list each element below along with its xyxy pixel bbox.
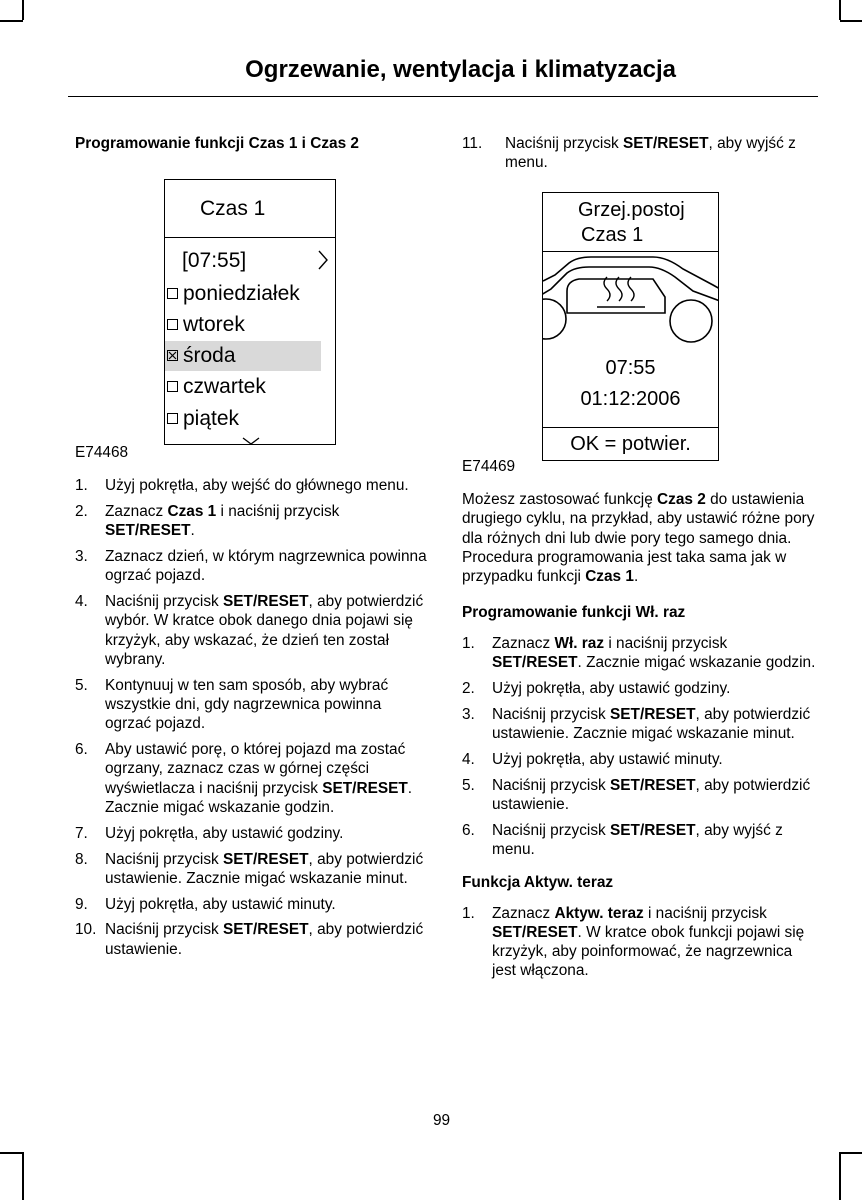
text: Naciśnij przycisk [492, 776, 611, 794]
bold-text: Czas 1 [167, 502, 217, 520]
checkbox-icon [167, 381, 178, 392]
step-number: 1. [75, 477, 88, 494]
text: , aby potwierdzić ustawienie. [492, 776, 811, 813]
step-text [105, 477, 409, 494]
day-row [165, 279, 336, 309]
step-text [492, 777, 810, 813]
list-item [75, 850, 430, 889]
list-item [75, 824, 430, 843]
page-number: 99 [433, 1112, 451, 1129]
text: , aby potwierdzić wybór. W kratce obok danego dnia pojawi się krzyżyk, aby wskazać, że dzień ten został wybrany. [105, 592, 424, 668]
step-number: 2. [75, 502, 88, 520]
left-steps [75, 476, 430, 966]
bold-text: Czas 2 [657, 491, 706, 508]
step-number: 7. [75, 824, 88, 842]
display-time: [07:55] [182, 249, 247, 272]
step-number: 8. [75, 850, 88, 868]
day-row [165, 372, 336, 402]
text: Naciśnij przycisk [505, 135, 624, 152]
checkbox-icon [167, 319, 178, 330]
text: Użyj pokrętła, aby ustawić godziny. [105, 824, 344, 842]
step-number: 3. [75, 547, 88, 565]
display-time: 07:55 [605, 357, 656, 379]
text: Naciśnij przycisk [105, 850, 224, 868]
list-item [462, 634, 817, 673]
section-heading-once: Programowanie funkcji Wł. raz [462, 604, 686, 622]
step-number: 11. [462, 135, 483, 152]
text: i naciśnij przycisk [604, 634, 728, 652]
right-body [462, 490, 817, 987]
text: Użyj pokrętła, aby ustawić godziny. [492, 679, 731, 697]
step-text [105, 548, 427, 584]
step-text [105, 503, 339, 539]
display-title: Czas 1 [165, 180, 335, 238]
steps-list [462, 904, 817, 981]
display-timer-1 [164, 179, 336, 445]
text: . Zacznie migać wskazanie godzin. [577, 654, 816, 672]
day-label: środa [183, 344, 236, 367]
list-item [462, 821, 817, 860]
crop-mark [0, 1152, 23, 1154]
step-text [105, 593, 423, 668]
step-text [492, 822, 783, 858]
list-item [462, 134, 817, 173]
left-column [75, 134, 430, 153]
list-item [462, 750, 817, 769]
bold-text: SET/RESET [223, 921, 309, 939]
step-text [105, 921, 423, 957]
step-number: 4. [462, 750, 475, 768]
text: i naciśnij przycisk [643, 904, 767, 922]
list-item [462, 705, 817, 744]
display-heater-status [542, 192, 719, 461]
steps-list [75, 476, 430, 959]
day-row [165, 310, 336, 340]
text: , aby potwierdzić ustawienie. Zacznie migać wskazanie minut. [492, 705, 811, 742]
text: Naciśnij przycisk [492, 705, 611, 723]
page-title: Ogrzewanie, wentylacja i klimatyzacja [245, 56, 676, 83]
text: , aby wyjść z menu. [505, 135, 796, 172]
list-item [75, 502, 430, 541]
text: Użyj pokrętła, aby ustawić minuty. [492, 750, 723, 768]
text: , aby potwierdzić ustawienie. Zacznie migać wskazanie minut. [105, 850, 424, 887]
text: Naciśnij przycisk [492, 821, 611, 839]
step-text [492, 635, 815, 671]
text: Zaznacz [105, 502, 168, 520]
text: do ustawienia drugiego cyklu, na przykład, aby ustawić różne pory dla różnych dni lub dwie pory tego samego dnia. Procedura programowania jest taka sama jak w przypadku funkcji [462, 491, 815, 586]
step-text [505, 135, 796, 171]
day-label: poniedziałek [183, 282, 300, 305]
list-item [75, 476, 430, 495]
step-number: 2. [462, 679, 475, 697]
step-number: 1. [462, 634, 475, 652]
crop-mark [0, 20, 23, 22]
display-footer: OK = potwier. [543, 427, 718, 461]
text: Możesz zastosować funkcję [462, 491, 658, 508]
step-number: 3. [462, 705, 475, 723]
step-text [105, 741, 412, 816]
figure-code: E74468 [75, 444, 129, 461]
text: Zaznacz [492, 904, 555, 922]
steps-list [462, 634, 817, 859]
display-line-2: Czas 1 [581, 224, 644, 246]
text: Aby ustawić porę, o której pojazd ma zostać ogrzany, zaznacz czas w górnej części wyświetlacza i naciśnij przycisk [105, 741, 406, 797]
step-text [105, 825, 343, 842]
step-text [105, 851, 423, 887]
step-number: 10. [75, 921, 97, 939]
list-item [75, 592, 430, 669]
list-item [75, 740, 430, 817]
crop-mark [840, 1152, 862, 1154]
section-heading-timers: Programowanie funkcji Czas 1 i Czas 2 [75, 135, 359, 152]
crop-mark [22, 0, 24, 20]
bold-text: SET/RESET [623, 135, 709, 152]
day-label: wtorek [183, 313, 245, 336]
list-item [462, 679, 817, 698]
text: , aby wyjść z menu. [492, 821, 783, 858]
list-item [462, 776, 817, 815]
step-text [105, 677, 388, 733]
bold-text: SET/RESET [610, 776, 696, 794]
text: Naciśnij przycisk [105, 921, 224, 939]
bold-text: SET/RESET [492, 923, 578, 941]
checkbox-icon [167, 288, 178, 299]
bold-text: Aktyw. teraz [554, 904, 644, 922]
step-number: 4. [75, 592, 88, 610]
text: Kontynuuj w ten sam sposób, aby wybrać wszystkie dni, gdy nagrzewnica powinna ogrzać pojazd. [105, 676, 389, 733]
bold-text: SET/RESET [492, 654, 578, 672]
list-item [75, 920, 430, 959]
text: Użyj pokrętła, aby wejść do głównego menu. [105, 477, 409, 494]
bold-text: SET/RESET [105, 522, 191, 540]
crop-mark [839, 0, 841, 20]
step-text [492, 680, 730, 697]
text: , aby potwierdzić ustawienie. [105, 921, 424, 958]
paragraph-czas-2 [462, 490, 817, 586]
text: Zaznacz dzień, w którym nagrzewnica powinna ogrzać pojazd. [105, 547, 427, 585]
step-number: 5. [462, 776, 475, 794]
text: Zaznacz [492, 634, 555, 652]
list-item [75, 547, 430, 586]
car-heating-icon [543, 251, 719, 343]
step-text [492, 905, 804, 980]
bold-text: SET/RESET [223, 592, 309, 610]
checkbox-checked-icon [167, 350, 178, 361]
bold-text: SET/RESET [223, 850, 309, 868]
step-text [105, 896, 336, 913]
step-number: 9. [75, 895, 88, 913]
bold-text: SET/RESET [610, 821, 696, 839]
day-row [165, 404, 336, 434]
step-text [492, 751, 723, 768]
title-rule [68, 96, 818, 97]
chevron-down-icon [242, 433, 260, 445]
text: Naciśnij przycisk [105, 592, 224, 610]
day-row [165, 341, 321, 371]
list-item [75, 895, 430, 914]
display-line-1: Grzej.postoj [578, 199, 685, 221]
text: i naciśnij przycisk [216, 502, 340, 520]
step-number: 6. [462, 821, 475, 839]
chevron-right-icon [317, 249, 329, 277]
crop-mark [840, 20, 862, 22]
right-column [462, 134, 817, 179]
bold-text: Czas 1 [585, 568, 634, 586]
step-number: 5. [75, 676, 88, 694]
bold-text: SET/RESET [322, 779, 408, 797]
crop-mark [839, 1152, 841, 1200]
bold-text: Wł. raz [554, 634, 605, 652]
section-heading-activate-now: Funkcja Aktyw. teraz [462, 874, 614, 892]
day-label: piątek [183, 407, 240, 430]
step-number: 1. [462, 904, 475, 922]
list-item [75, 676, 430, 734]
steps-list [462, 134, 817, 173]
day-label: czwartek [183, 375, 266, 398]
text: Użyj pokrętła, aby ustawić minuty. [105, 895, 336, 913]
crop-mark [22, 1152, 24, 1200]
text: . [190, 522, 195, 540]
text: . Zacznie migać wskazanie godzin. [105, 779, 413, 816]
display-header [543, 193, 718, 252]
figure-code: E74469 [462, 458, 516, 475]
checkbox-icon [167, 413, 178, 424]
step-number: 6. [75, 741, 88, 759]
text: . W kratce obok funkcji pojawi się krzyżyk, aby poinformować, że nagrzewnica jest włączona. [492, 923, 805, 980]
text: . [633, 568, 639, 586]
display-date: 01:12:2006 [580, 388, 681, 410]
step-text [492, 706, 810, 742]
list-item [462, 904, 817, 981]
bold-text: SET/RESET [610, 705, 696, 723]
